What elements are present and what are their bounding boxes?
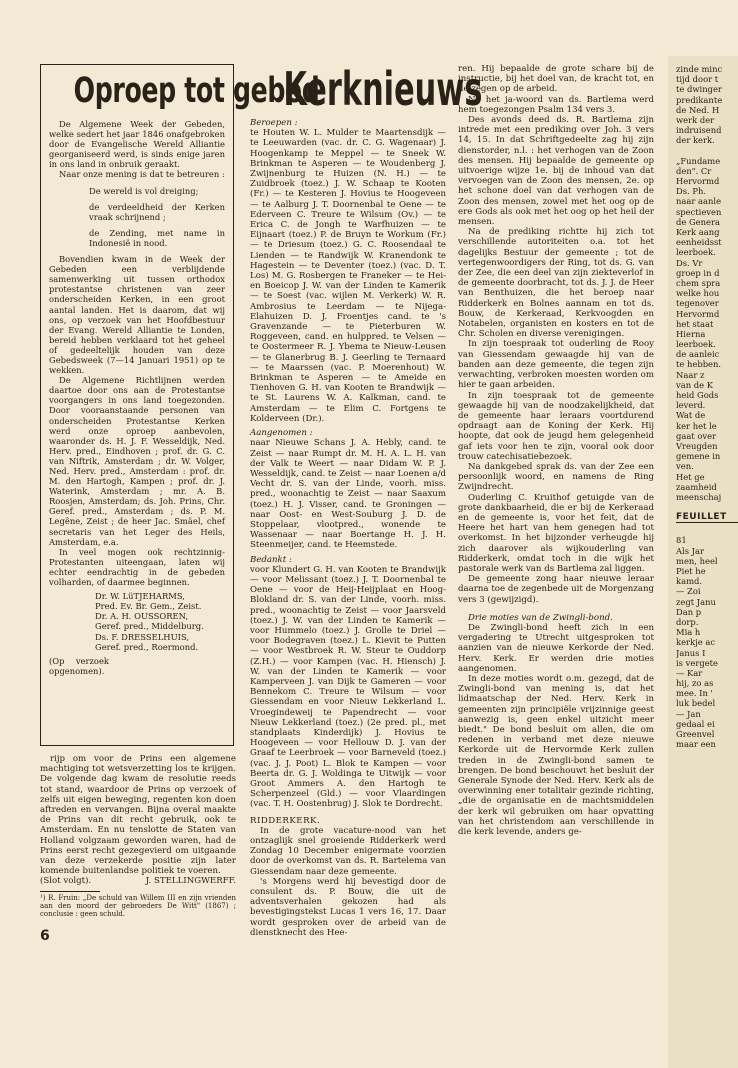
adjacent-text-line: — Zoi	[676, 586, 701, 597]
signatory-role: Geref. pred., Roermond.	[95, 641, 199, 652]
adjacent-text-line: tijd door t	[676, 74, 719, 85]
section-text: voor Klundert G. H. van Kooten te Brandwijk — voor Melissant (toez.) J. T. Doornenbal te Oene — voor de Heij-Heijplaat en Hoog-Blokland dr. S. van der Linde, voorh. miss. pred., woonachtig te Zeist — voor Jaarsveld (toez.) J. W. van der Linden te Kamerik — voor Hummelo (toez.) J. Grolle te Driel — voor Bodegraven (toez.) L. Kievit te Putten — voor Westbroek R. W. Steur te Ouddorp (Z.H.) — voor Kampen (vac. H. Hiensch) J. W. van der Linden te Kamerik — voor Kamperveen J. van Dijk te Gameren — voor Bennekom C. Treure te Wilsum — voor Giessendam en voor Nieuw Lekkerland L. Vroegindeweij te Papendrecht — voor Nieuw Lekkerland (toez.) (2e pred. pl., met standplaats Kinderdijk) J. Hovius te Hoogeveen — voor Hellouw D. J. van der Graaf te Leerbroek — voor Barneveld (toez.) (vac. J. J. Poot) L. Blok te Kampen — voor Beerta dr. G. J. Woldinga te Uitwijk — voor Groot Ammers A. den Hartogh te Scherpenzeel (Gld.) — voor Vlaardingen (vac. T. H. Oostenbrug) J. Slok te Dordrecht.	[250, 564, 446, 810]
kerknieuws-title: Kerknieuws	[283, 62, 483, 116]
prayer-verse: de verdeeldheid der Kerken vraak schrijnend ;	[89, 201, 225, 222]
adjacent-text-line: Het ge	[676, 471, 705, 482]
section-heading: Beroepen :	[250, 118, 298, 128]
adjacent-text-line: dorp.	[676, 616, 699, 627]
article-paragraph: In zijn toespraak tot ouderling de Rooy van Giessendam gewaagde hij van de banden aan deze gemeente, die tegen zijn verwachting, verbroken moesten worden om hier te gaan arbeiden.	[458, 339, 654, 391]
adjacent-text-line: de Genera	[676, 216, 720, 227]
adjacent-text-line: Dan p	[676, 606, 702, 617]
adjacent-text-line: „Fundame	[676, 155, 721, 166]
section-heading: RIDDERKERK.	[250, 815, 321, 826]
adjacent-text-line	[676, 525, 738, 535]
adjacent-text-line	[676, 146, 738, 156]
signatory-name: Dr. A. H. OUSSOREN,	[95, 611, 189, 622]
adjacent-text-line: meenschaj	[676, 491, 722, 502]
footnote-rule	[40, 891, 100, 892]
adjacent-text-line: Ds. Ph.	[676, 186, 707, 197]
adjacent-text-line: indruisend	[676, 125, 722, 136]
signatory-role: Pred. Ev. Br. Gem., Zeist.	[95, 601, 202, 612]
adjacent-text-line: Greenvel	[676, 729, 715, 740]
article-paragraph: De Zwingli-bond heeft zich in een vergadering te Utrecht uitgesproken tot aanzien van de nieuwe Kerkorde der Ned. Herv. Kerk. Er werden drie moties aangenomen.	[458, 622, 654, 674]
section-heading: Aangenomen :	[250, 428, 313, 439]
article-continuation	[40, 754, 236, 918]
prayer-paragraph: De Algemene Week der Gebeden, welke sedert het jaar 1846 onafgebroken door de Evangelische Wereld Alliantie georganiseerd werd, is sinds enige jaren in ons land in onbruik geraakt.	[49, 119, 225, 170]
adjacent-text-line: zegt Janu	[676, 596, 716, 607]
adjacent-text-line: kamd.	[676, 576, 703, 587]
adjacent-text-line: leerboek.	[676, 339, 716, 350]
adjacent-text-line: eenheidsst	[676, 237, 722, 248]
adjacent-text-line: — Kar	[676, 667, 703, 678]
adjacent-text-line: leerboek.	[676, 247, 716, 258]
article-paragraph: Na de prediking richtte hij zich tot verschillende autoriteiten o.a. tot het dagelijks Bestuur der gemeente ; tot de vertegenwoordigers der Ring, tot ds. G. van der Zee, die een deel van zijn ziekteverlof in de gemeente doorbracht, tot ds. J. J. de Heer van Benthuizen, die het beroep naar Ridderkerk en Bolnes aannam en tot ds. Bouw, de Kerkeraad, Kerkvoogden en Notabelen, organisten en kosters en tot de Chr. Scholen en diverse verenigingen.	[458, 227, 654, 340]
adjacent-text-line: naar aanle	[676, 196, 722, 207]
article-paragraph: De gemeente zong haar nieuwe leraar daarna toe de zegenbede uit de Morgenzang vers 3 (gewijzigd).	[458, 574, 654, 605]
signatory-name: Ds. F. DRESSELHUIS,	[95, 631, 190, 642]
prayer-verse: de Zending, met name in Indonesië in nood.	[89, 227, 225, 248]
to-be-continued: (Slot volgt).	[40, 876, 92, 887]
article-signature-line	[40, 876, 236, 886]
adjacent-text-line: ven.	[676, 461, 694, 472]
adjacent-text-line: men, heel	[676, 555, 718, 566]
adjacent-text-line: gedaal ei	[676, 718, 715, 729]
signatory-role: Geref. pred., Middelburg.	[95, 621, 204, 632]
section-heading: Drie moties van de Zwingli-bond.	[468, 612, 613, 623]
article-paragraph: Na het ja-woord van ds. Bartlema werd hem toegezongen Psalm 134 vers 3.	[458, 94, 654, 115]
section-text: 's Morgens werd hij bevestigd door de consulent ds. P. Bouw, die uit de adventsverhalen gekozen had als bevestigingstekst Lucas 1 vers 16, 17. Daar wordt gesproken over de arbeid van de dienstknecht des Hee-	[250, 876, 446, 938]
article-paragraph: Na dankgebed sprak ds. van der Zee een persoonlijk woord, en namens de Ring Zwijndrecht.	[458, 461, 654, 493]
adjacent-text-line: ker het le	[676, 420, 717, 431]
signatory-name: Dr. W. LüTJEHARMS,	[95, 591, 185, 602]
adjacent-text-line: der kerk.	[676, 135, 715, 146]
article-paragraph: Ouderling C. Kruithof getuigde van de grote dankbaarheid, die er bij de Kerkeraad en de gemeente is, voor het feit, dat de Heere het hart van hem genegen had tot overkomst. In het bijzonder verheugde hij zich daarover als wijkouderling van Ridderkerk, omdat toch in die wijk het pastorale werk van ds Bartlema zal liggen.	[458, 492, 654, 574]
adjacent-text-line: mee. In '	[676, 688, 713, 699]
page-number: 6	[40, 928, 50, 944]
prayer-paragraph: In veel mogen ook rechtzinnig-Protestanten uiteengaan, laten wij echter eendrachtig in de gebeden volharden, of daarmee beginnen.	[49, 546, 225, 588]
adjacent-text-line: Ds. Vr	[676, 257, 703, 268]
adjacent-text-line: — Jan	[676, 708, 701, 719]
adjacent-text-line: Piet he	[676, 566, 706, 577]
adjacent-text-line: chem spra	[676, 277, 721, 288]
prayer-verse: De wereld is vol dreiging;	[89, 185, 199, 196]
adjacent-text-line: leverd.	[676, 400, 706, 411]
adjacent-text-line: de aanleic	[676, 349, 720, 360]
adjacent-text-line: predikante	[676, 94, 723, 105]
article-paragraph: In deze moties wordt o.m. gezegd, dat de Zwingli-bond van mening is, dat het lidmaatschap der Ned. Herv. Kerk in gemeenten zijn principiële vrijzinnige geest aanwezig is, geen enkel uitzicht meer biedt." De bond besluit om allen, die om redenen in verband met deze nieuwe Kerkorde uit de Hervormde Kerk zullen treden in de Zwingli-bond samen te brengen. De bond beschouwt het besluit der Generale Synode der Ned. Herv. Kerk als de overwinning ener totalitair gezinde richting, „die de organisatie en de machtsmiddelen der kerk wil gebruiken om haar opvatting van het christendom aan verschillende in die kerk levende, anders ge-	[458, 673, 654, 838]
adjacent-text-line: Als Jar	[676, 545, 705, 556]
author-name: J. STELLINGWERFF.	[145, 876, 236, 887]
adjacent-text-line: zinde minc	[676, 64, 723, 74]
adjacent-text-line: maar een	[676, 739, 716, 750]
adjacent-text-line: gaat over	[676, 430, 717, 441]
adjacent-text-line: Mia h	[676, 627, 701, 638]
section-text: te Houten W. L. Mulder te Maartensdijk — te Leeuwarden (vac. dr. C. G. Wagenaar) J. Hoogenkamp te Meppel — te Sneek W. Brinkman te Asperen — te Woudenberg J. Zwijnenburg te Huizen (N. H.) — te Zuidbroek (toez.) J. W. Schaap te Kooten (Fr.) — te Kesteren J. Hovius te Hoogeveen — te Aalburg J. T. Doornenbal te Oene — te Ederveen C. Treure te Wilsum (Ov.) — te Erica C. de Jongh te Warfhuizen — te Eijnaart (toez.) P. de Bruyn te Workum (Fr.) — te Driesum (toez.) G. C. Roosendaal te Lienden — te Randwijk W. Kranendonk te Hagestein — te Deventer (toez.) (vac. D. T. Los) M. G. Rosbergen te Franeker — te Hei- en Boeicop J. W. van der Linden te Kamerik — te Soest (vac. wijlen M. Verkerk) W. R. Ambrosius te Leerdam — te Nijega-Elahuizen D. J. Froentjes cand. te 's Gravenzande — te Pieterburen W. Roggeveen, cand. en hulppred. te Velsen — te Oostermeer R. J. Ybema te Nieuw-Leusen — te Glanerbrug B. J. Geerling te Ternaard — te Maarssen (vac. P. Moerenhout) W. Brinkman te Asperen — te Ameide en Tienhoven G. H. van Kooten te Brandwijk — te St. Laurens W. A. Kalkman, cand. te Amsterdam — te Elim C. Fortgens te Kolderveen (Dr.).	[250, 128, 446, 424]
adjacent-text-line: het staat	[676, 318, 714, 329]
article-paragraph: ren. Hij bepaalde de grote schare bij de instructie, bij het doel van, de kracht tot, en de zegen op de arbeid.	[458, 64, 654, 95]
adjacent-page-column	[676, 64, 738, 749]
article-paragraph: Des avonds deed ds. R. Bartlema zijn intrede met een prediking over Joh. 3 vers 14, 15. In dat Schriftgedeelte zag hij zijn dienstorder, n.l. : het verhogen van de Zoon des mensen. Hij bepaalde de gemeente op uitvoerige wijze 1e. bij de inhoud van dat vervoegen van de Zoon des mensen, 2e. op het schone doel van dat verhogen van de Zoon des mensen, zowel met het oog op de ere Gods als ook met het oog op het heil der mensen.	[458, 115, 654, 228]
adjacent-text-line: te dwinger	[676, 84, 722, 95]
adjacent-text-line: Hierna	[676, 328, 706, 339]
adjacent-text-line: heid Gods	[676, 390, 719, 400]
article-paragraph: In zijn toespraak tot de gemeente gewaagde hij van de noodzakelijkheid, dat de gemeente haar leraars voortdurend opdraagt aan de Koning der Kerk. Hij hoopte, dat ook de jeugd hem gelegenheid gaf iets voor hen te zijn, vooral ook door trouw catechisatiebezoek.	[458, 390, 654, 462]
kerknieuws-column	[250, 62, 483, 938]
adjacent-text-line: tegenover	[676, 298, 719, 309]
adjacent-text-line: werk der	[676, 114, 715, 125]
adjacent-text-line: Hervormd	[676, 308, 720, 319]
adjacent-text-line: van de K	[676, 379, 714, 390]
adjacent-text-line: Janus I	[676, 647, 706, 658]
adjacent-text-line: de Ned. H	[676, 104, 720, 115]
adjacent-text-line: kerkje ac	[676, 637, 716, 648]
adjacent-lines-bottom	[676, 525, 738, 749]
prayer-paragraph: Naar onze mening is dat te betreuren :	[59, 169, 225, 180]
adjacent-text-line: groep in d	[676, 267, 720, 278]
adjacent-text-line: den". Cr	[676, 165, 712, 176]
adjacent-text-line: zaamheid	[676, 481, 717, 492]
ridderkerk-column	[458, 64, 654, 837]
section-text: naar Nieuwe Schans J. A. Hebly, cand. te Zeist — naar Rumpt dr. M. H. A. L. H. van der Valk te Weert — naar Didam W. P. J. Wesseldijk, cand. te Zeist — naar Loenen a/d Vecht dr. S. van der Linde, voorh. miss. pred., woonachtig te Zeist — naar Saaxum (toez.) H. J. Visser, cand. te Groningen — naar Oost- en West-Souburg J. D. de Stoppelaar, vlootpred., wonende te Wassenaar — naar Boertange H. J. H. Steenmeijer, cand. te Heemstede.	[250, 438, 446, 551]
continuation-paragraph: rijp om voor de Prins een algemene machtiging tot wetsverzetting los te krijgen. De volgende dag kwam de resolutie reeds tot stand, waardoor de Prins op verzoek of zelfs uit eigen beweging, regenten kon doen aftreden en vervangen. Bijna overal maakte de Prins van dit recht gebruik, ook te Amsterdam. En nu tenslotte de Staten van Holland volgzaam geworden waren, had de Prins eerst recht gezegevierd om uitgaande van deze verzekerde positie zijn later komende buitenlandse politiek te voeren.	[40, 754, 236, 877]
adjacent-text-line: spectieven	[676, 206, 722, 217]
adjacent-text-line: Kerk aang	[676, 227, 720, 237]
adjacent-text-line: 81	[676, 535, 687, 546]
adjacent-text-line: gemene in	[676, 451, 721, 462]
adjacent-text-line: Hervormd	[676, 176, 720, 187]
adjacent-text-line: Vreugden	[676, 440, 718, 451]
adjacent-text-line: Wat de	[676, 410, 706, 421]
prayer-appeal-title: Oproep tot gebed	[73, 71, 320, 111]
request-note: (Op verzoek opgenomen).	[49, 655, 109, 676]
prayer-paragraph: Bovendien kwam in de Week der Gebeden een verblijdende samenwerking uit tussen orthodox protestantse christenen van zeer onderscheiden Kerken, in een groot aantal landen. Het is daarom, dat wij ons, op verzoek van het Hoofdbestuur der Evang. Wereld Alliantie te Londen, bereid hebben verklaard tot het geheel of gedeeltelijk houden van deze Gebedsweek (7—14 Januari 1951) op te wekken.	[49, 254, 225, 376]
footnote: ¹) R. Fruin: „De schuld van Willem III en zijn vrienden aan den moord der gebroeders De Witt" (1867) ; conclusie : geen schuld.	[40, 893, 236, 919]
adjacent-text-line: te hebben.	[676, 359, 722, 370]
section-text: In de grote vacature-nood van het ontzaglijk snel groeiende Ridderkerk werd Zondag 10 December enigermate voorzien door de overkomst van ds. R. Bartelema van Giessendam naar deze gemeente.	[250, 825, 446, 877]
adjacent-text-line: welke hou	[676, 288, 720, 299]
adjacent-lines-top	[676, 64, 738, 502]
feuilleton-heading: FEUILLET	[676, 512, 738, 523]
adjacent-text-line: hij, zo as	[676, 678, 714, 689]
adjacent-text-line: is vergete	[676, 657, 718, 668]
adjacent-text-line: luk bedel	[676, 698, 716, 709]
section-heading: Bedankt :	[250, 554, 292, 565]
prayer-paragraph: De Algemene Richtlijnen werden daartoe door ons aan de Protestantse voorgangers in ons land toegezonden. Door vooraanstaande personen van onderscheiden Protestantse Kerken werd onze oproep aanbevolen, waaronder ds. H. J. F. Wesseldijk, Ned. Herv. pred., Eindhoven ; prof. dr. G. C. van Niftrik, Amsterdam ; dr. W. Volger, Ned. Herv. pred., Amsterdam : prof. dr. M. den Hartogh, Kampen ; prof. dr. J. Waterink, Amsterdam ; mr. A. B. Roosjen, Amsterdam; ds. Joh. Prins, Chr. Geref. pred., Amsterdam ; ds. P. M. Legêne, Zeist ; de heer Jac. Smäel, chef secretaris van het Leger des Heils, Amsterdam, e.a.	[49, 375, 225, 547]
adjacent-text-line: Naar z	[676, 369, 705, 380]
